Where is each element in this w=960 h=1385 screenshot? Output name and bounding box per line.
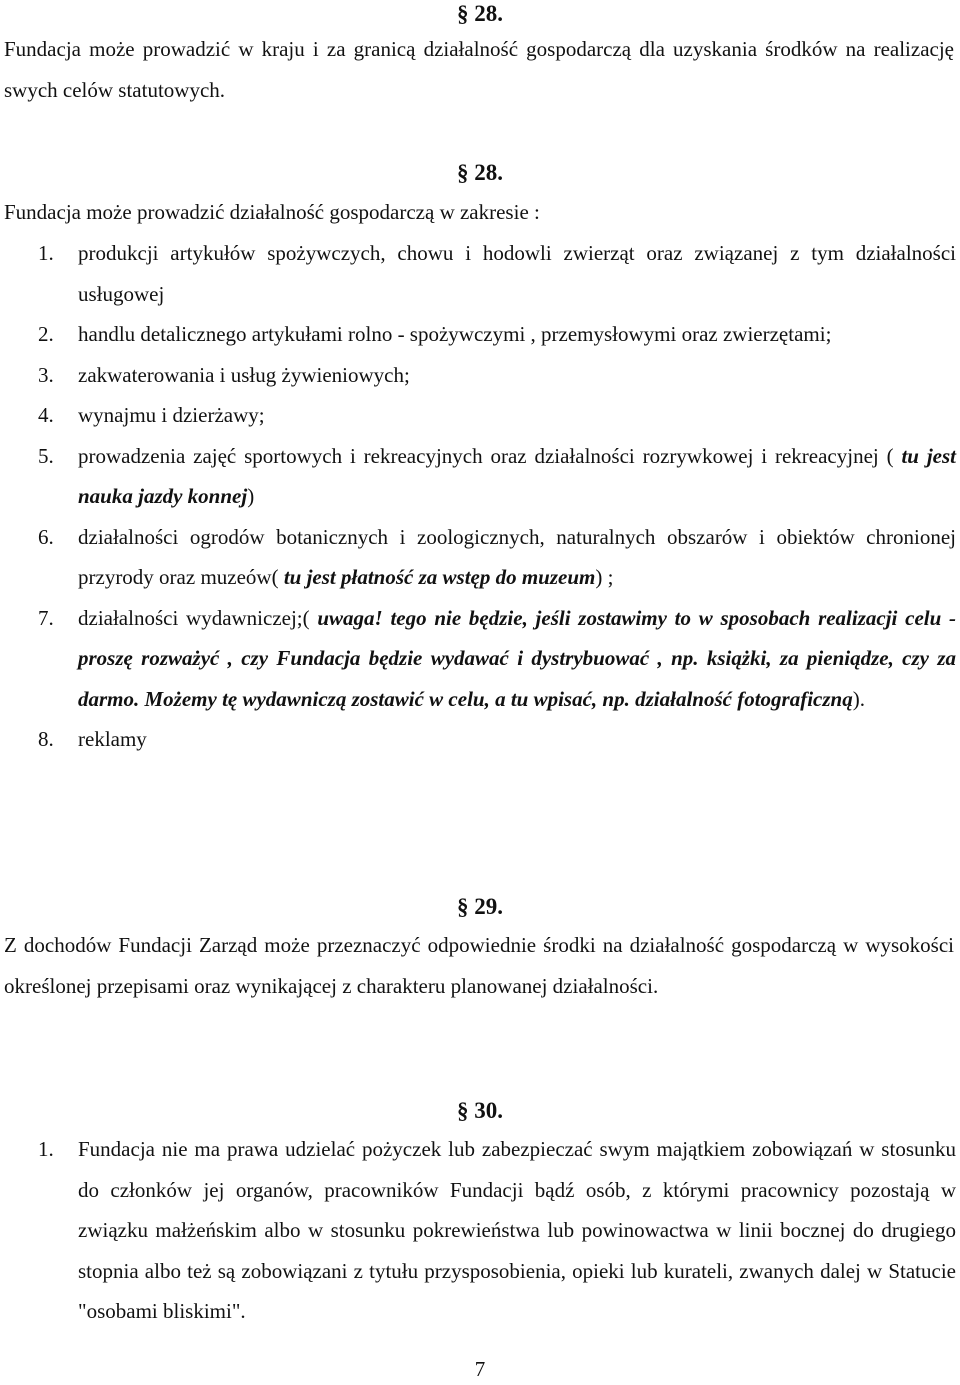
list-item xyxy=(4,436,956,517)
list-text: handlu detalicznego artykułami rolno - spożywczymi , przemysłowymi oraz zwierzętami; xyxy=(78,322,832,346)
list-text: produkcji artykułów spożywczych, chowu i hodowli zwierząt oraz związanej z tym działalności usługowej xyxy=(78,241,956,306)
list-text: wynajmu i dzierżawy; xyxy=(78,403,265,427)
list-note: tu jest nauka jazdy konnej xyxy=(78,443,957,508)
section-29-text: Z dochodów Fundacji Zarząd może przeznaczyć odpowiednie środki na działalność gospodarczą w wysokości określonej przepisami oraz wynikającej z charakteru planowanej działalności. xyxy=(4,933,954,998)
list-text: reklamy xyxy=(78,727,147,751)
list-text: działalności ogrodów botanicznych i zoologicznych, naturalnych obszarów i obiektów chronionej przyrody oraz muzeów( xyxy=(78,524,956,589)
list-item xyxy=(4,598,956,720)
activity-list xyxy=(4,233,956,760)
list-item xyxy=(4,517,956,598)
list-number: 8. xyxy=(38,727,54,751)
section-heading-29: § 29. xyxy=(457,894,503,919)
list-text-end: ). xyxy=(852,686,865,711)
list-text-end: ) ; xyxy=(595,565,614,589)
list-note: uwaga! tego nie będzie, jeśli zostawimy to w sposobach realizacji celu - proszę rozważyć , czy Fundacja będzie wydawać i dystrybuować , np. książki, za pieniądze, czy za darmo. Możemy tę wydawniczą zostawić w celu, a tu wpisać, np. działalność fotograficzną xyxy=(78,605,957,711)
list-number: 7. xyxy=(38,605,54,630)
section-heading-28a: § 28. xyxy=(457,1,503,26)
list-item xyxy=(4,719,956,760)
section-heading-30: § 30. xyxy=(457,1098,503,1123)
list-number: 1. xyxy=(38,241,54,265)
list-text-end: ) xyxy=(247,484,255,508)
section-28b-intro: Fundacja może prowadzić działalność gospodarczą w zakresie : xyxy=(4,200,540,224)
list-text: działalności wydawniczej;( xyxy=(78,605,310,630)
page-number: 7 xyxy=(474,1357,486,1381)
list-note: tu jest płatność za wstęp do muzeum xyxy=(283,565,596,589)
list-item xyxy=(4,355,956,396)
list-text: Fundacja nie ma prawa udzielać pożyczek lub zabezpieczać swym majątkiem zobowiązań w stosunku do członków jej organów, pracowników Fundacji bądź osób, z którymi pracownicy pozostają w związku małżeńskim albo w stosunku pokrewieństwa lub powinowactwa w linii bocznej do drugiego stopnia albo też są zobowiązani z tytułu przysposobienia, opieki lub kurateli, zwanych dalej w Statucie "osobami bliskimi". xyxy=(78,1137,956,1323)
list-number: 6. xyxy=(38,524,54,549)
list-number: 2. xyxy=(38,322,54,346)
list-item xyxy=(4,1129,956,1332)
section-28a-text: Fundacja może prowadzić w kraju i za granicą działalność gospodarczą dla uzyskania środków na realizację swych celów statutowych. xyxy=(4,37,954,102)
list-number: 5. xyxy=(38,443,54,468)
list-number: 3. xyxy=(38,362,54,387)
list-text: zakwaterowania i usług żywieniowych; xyxy=(78,362,410,387)
section-30-list xyxy=(4,1129,956,1332)
section-heading-28b: § 28. xyxy=(457,160,503,185)
list-text: prowadzenia zajęć sportowych i rekreacyjnych oraz działalności rozrywkowej i rekreacyjnej ( xyxy=(78,443,894,468)
list-item xyxy=(4,395,956,436)
list-number: 4. xyxy=(38,403,54,427)
list-item xyxy=(4,314,956,355)
list-item xyxy=(4,233,956,314)
list-number: 1. xyxy=(38,1137,54,1161)
